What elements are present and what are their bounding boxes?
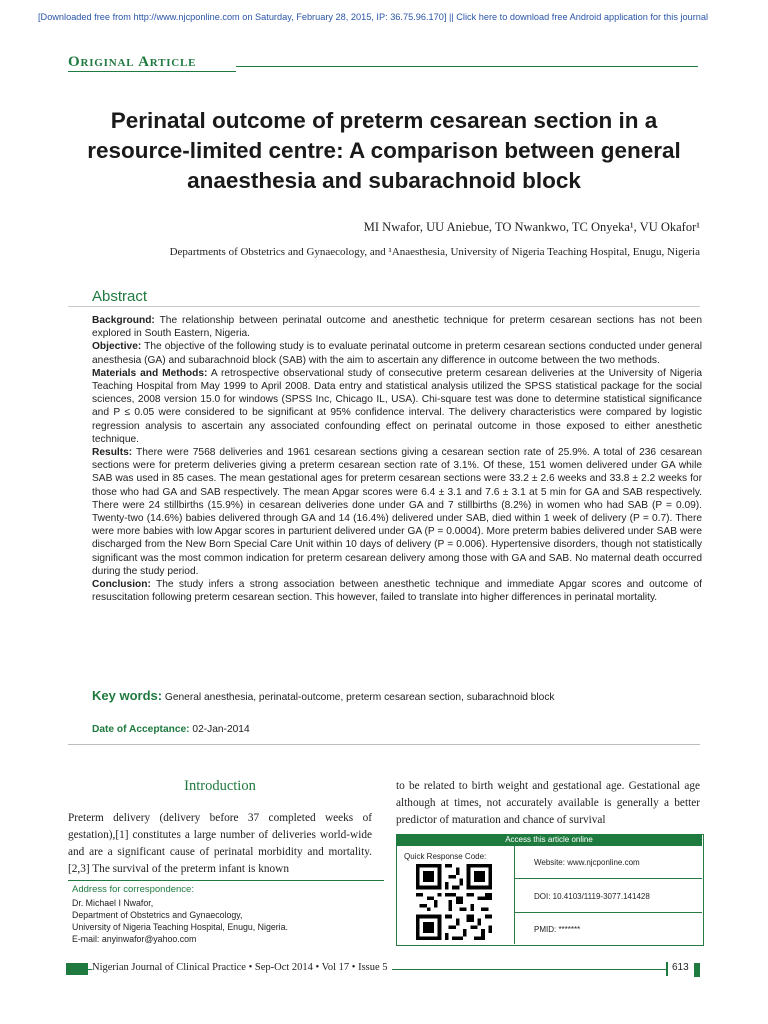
correspondence-line: Dr. Michael I Nwafor, [72, 898, 154, 908]
qr-code-label: Quick Response Code: [404, 852, 487, 861]
background-label: Background: [92, 315, 155, 326]
introduction-right-column: to be related to birth weight and gestational age. Gestational age although at times, not accurately available is generally a better predictor of maturation and chance of survival [396, 780, 700, 826]
abstract-conclusion [92, 578, 702, 604]
access-online-header: Access this article online [396, 834, 702, 846]
footer-journal: Nigerian Journal of Clinical Practice • Sep-Oct 2014 • Vol 17 • Issue 5 [92, 962, 392, 973]
article-title: Perinatal outcome of preterm cesarean section in a resource-limited centre: A comparison between general anaesthesia and subarachnoid block [87, 108, 681, 193]
keywords [92, 688, 702, 703]
abstract-divider [68, 306, 700, 307]
acceptance-label: Date of Acceptance: [92, 724, 190, 735]
correspondence-line: Department of Obstetrics and Gynaecology, [72, 910, 243, 920]
article-type-underline [68, 71, 236, 72]
section-divider [68, 744, 700, 745]
introduction-heading: Introduction [184, 778, 256, 794]
access-row-rule [514, 912, 702, 913]
objective-text: The objective of the following study is to evaluate perinatal outcome in preterm cesarean sections conducted under general anesthesia (GA) and subarachnoid block (SAB) with the aim to ascertain any difference in outcome between the two methods. [92, 341, 702, 366]
objective-label: Objective: [92, 341, 142, 353]
doi-link[interactable]: DOI: 10.4103/1119-3077.141428 [534, 892, 650, 901]
methods-label: Materials and Methods: [92, 367, 208, 379]
correspondence-body [72, 897, 288, 945]
keywords-label: Key words: [92, 688, 163, 703]
abstract-objective [92, 340, 702, 366]
results-label: Results: [92, 447, 133, 459]
correspondence-line: University of Nigeria Teaching Hospital, Enugu, Nigeria. [72, 922, 288, 932]
footer-page-separator [666, 962, 668, 976]
methods-text: A retrospective observational study of consecutive preterm cesarean deliveries at the University of Nigeria Teaching Hospital from May 1999 to April 2008. Data entry and statistical analysis utilized the SPSS statistical package for the social sciences, 2008 version 15.0 for windows (SPSS Inc, Chicago IL, USA). Chi-square test was done to determine statistical significance and P ≤ 0.05 were considered to be significant at 95% confidence interval. The delivery characteristics were compared by logistic regression analysis to ascertain any associated confounding effect on perinatal outcome in those exposed to either anesthetic technique. [92, 367, 703, 445]
access-box-divider [514, 846, 515, 944]
conclusion-label: Conclusion: [92, 579, 151, 591]
correspondence-heading: Address for correspondence: [72, 884, 194, 895]
acceptance-value: 02-Jan-2014 [192, 724, 250, 735]
website-link[interactable]: Website: www.njcponline.com [534, 858, 640, 867]
pmid-value: PMID: ******* [534, 925, 581, 934]
footer-bar-left [66, 963, 88, 975]
introduction-left-column: Preterm delivery (delivery before 37 completed weeks of gestation),[1] constitutes a large number of deliveries world-wide and are a significant cause of perinatal morbidity and mortality.[2,3] The survival of the preterm infant is known [68, 812, 372, 875]
access-row-rule [514, 878, 702, 879]
abstract-heading: Abstract [92, 288, 148, 305]
qr-code-icon[interactable] [416, 864, 492, 940]
download-banner[interactable]: [Downloaded free from http://www.njcponline.com on Saturday, February 28, 2015, IP: 36.75.96.170] || Click here to download free Android application for this journal [38, 12, 709, 22]
abstract-background [92, 314, 702, 340]
page-number: 613 [672, 962, 689, 973]
abstract-results [92, 446, 702, 578]
abstract-methods [92, 367, 702, 446]
author-list: MI Nwafor, UU Aniebue, TO Nwankwo, TC Onyeka¹, VU Okafor¹ [363, 220, 700, 234]
abstract-body [92, 314, 702, 604]
background-text: The relationship between perinatal outcome and anesthetic technique for preterm cesarean sections has not been explored in South Eastern, Nigeria. [92, 315, 702, 340]
footer-bar-right [694, 963, 700, 977]
correspondence-email[interactable]: E-mail: anyinwafor@yahoo.com [72, 934, 197, 944]
results-text: There were 7568 deliveries and 1961 cesarean sections giving a cesarean section rate of 25.9%. A total of 236 cesarean sections were for preterm deliveries giving a preterm cesarean section rate of 3.1%. Of these, 151 women delivered under GA while SAB was used in 85 cases. The mean gestational ages for preterm cesarean sections were 33.2 ± 2.6 weeks and 33.8 ± 2.2 weeks for those who had GA and SAB respectively. The mean Apgar scores were 6.4 ± 3.1 and 7.6 ± 3.1 at 5 min for GA and SAB respectively. There were 24 stillbirths (15.9%) in cesarean deliveries done under GA and 7 stillbirths (8.2%) in women who had SAB (P = 0.09). Twenty-two (14.6%) babies delivered through GA and 14 (16.4%) delivered under SAB, died within 1 week of delivery (P = 0.7). There were more babies with low Apgar scores in parturient delivered under GA (P = 0.0004). More preterm babies delivered under SAB were discharged from the New Born Special Care Unit within 10 days of delivery (P = 0.006). Hypertensive disorders, though not statistically significant was the most common indication for preterm cesarean delivery among those with GA and SAB. No maternal death occurred during the study period. [92, 447, 702, 577]
article-type-label: Original Article [68, 54, 197, 70]
correspondence-rule [68, 880, 384, 881]
conclusion-text: The study infers a strong association between anesthetic technique and immediate Apgar scores and outcome of resuscitation following preterm cesarean section. This however, failed to translate into higher differences in perinatal mortality. [92, 579, 703, 604]
affiliation: Departments of Obstetrics and Gynaecology, and ¹Anaesthesia, University of Nigeria Teaching Hospital, Enugu, Nigeria [169, 246, 700, 258]
keywords-text: General anesthesia, perinatal-outcome, preterm cesarean section, subarachnoid block [164, 692, 555, 703]
header-rule [236, 66, 698, 67]
acceptance-date [92, 724, 250, 735]
